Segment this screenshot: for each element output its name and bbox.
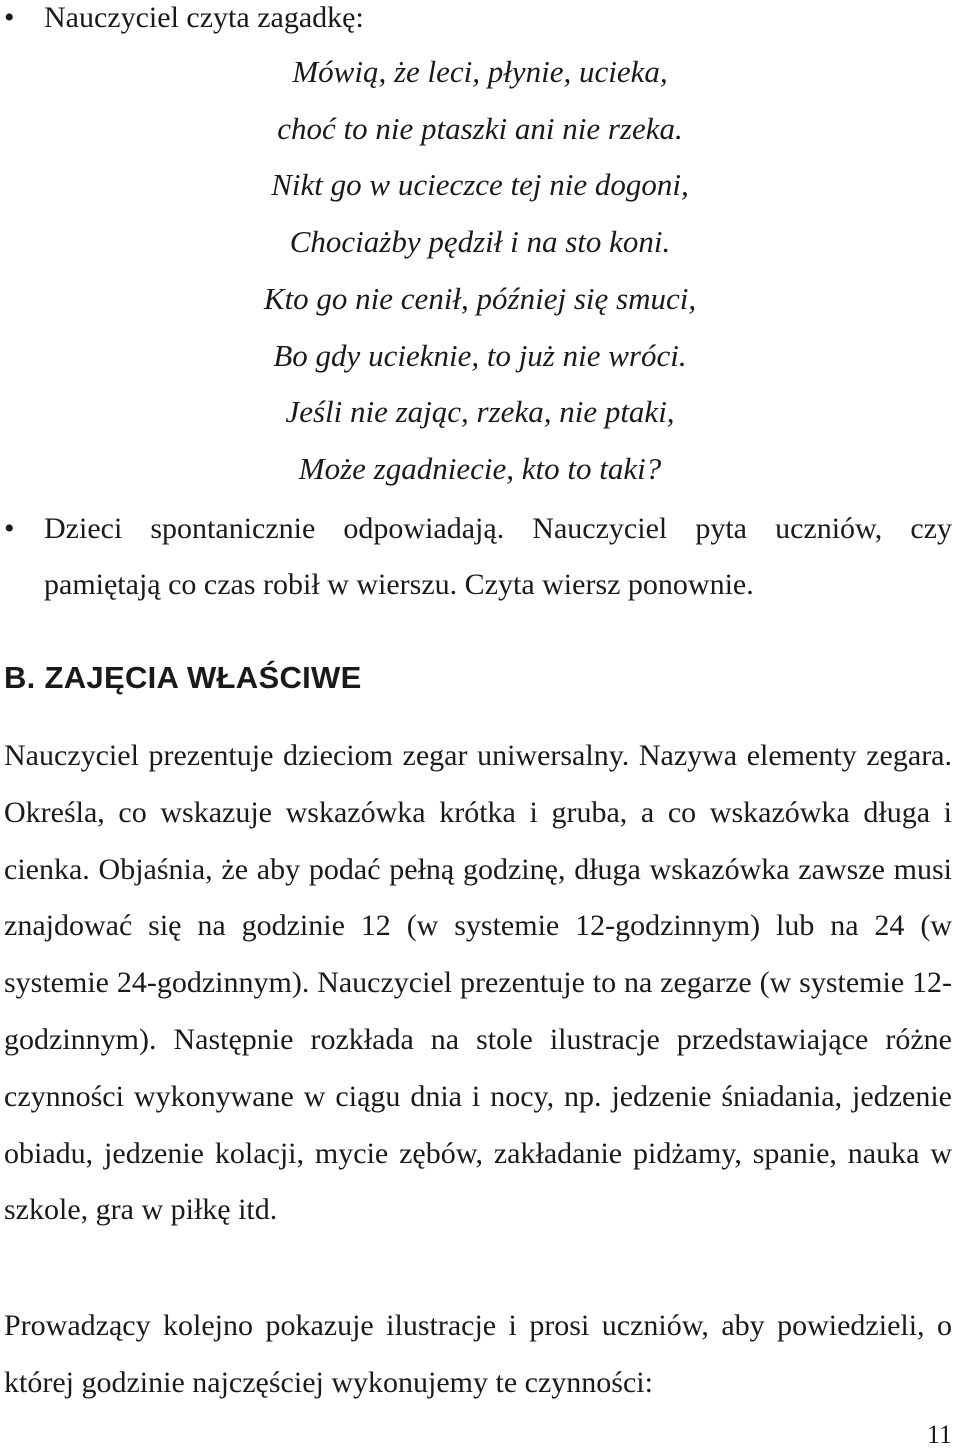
poem-line: Mówią, że leci, płynie, ucieka, (292, 54, 668, 89)
bullet-text: Nauczyciel czyta zagadkę: (44, 1, 364, 34)
poem-line: Chociażby pędził i na sto koni. (289, 224, 671, 260)
poem-line: Nikt go w ucieczce tej nie dogoni, (271, 167, 689, 203)
poem-line: choć to nie ptaszki ani nie rzeka. (277, 110, 683, 146)
section-heading: B. ZAJĘCIA WŁAŚCIWE (4, 660, 362, 695)
bullet-icon: • (4, 512, 15, 545)
poem-line: Bo gdy ucieknie, to już nie wróci. (273, 337, 687, 373)
poem-line: Kto go nie cenił, później się smuci, (263, 280, 697, 316)
riddle-poem (140, 44, 820, 498)
page-number: 11 (926, 1420, 952, 1449)
bullet-icon: • (4, 1, 15, 34)
paragraph-instructions: Prowadzący kolejno pokazuje ilustracje i prosi uczniów, aby powiedzieli, o której godzinie najczęściej wykonujemy te czynności: (4, 1309, 952, 1399)
paragraph-clock-intro: Nauczyciel prezentuje dzieciom zegar uniwersalny. Nazywa elementy zegara. Określa, co wskazuje wskazówka krótka i gruba, a co wskazówka długa i cienka. Objaśnia, że aby podać pełną godzinę, długa wskazówka zawsze musi znajdować się na godzinie 12 (w systemie 12-godzinnym) lub na 24 (w systemie 24-godzinnym). Nauczyciel prezentuje to na zegarze (w systemie 12-godzinnym). Następnie rozkłada na stole ilustracje przedstawiające różne czynności wykonywane w ciągu dnia i nocy, np. jedzenie śniadania, jedzenie obiadu, jedzenie kolacji, mycie zębów, zakładanie pidżamy, spanie, nauka w szkole, gra w piłkę itd. (4, 739, 952, 1227)
poem-line: Jeśli nie zając, rzeka, nie ptaki, (285, 394, 675, 430)
bullet-text: Dzieci spontanicznie odpowiadają. Nauczyciel pyta uczniów, czy pamiętają co czas robił w wierszu. Czyta wiersz ponownie. (44, 512, 952, 601)
poem-line: Może zgadniecie, kto to taki? (298, 450, 662, 486)
